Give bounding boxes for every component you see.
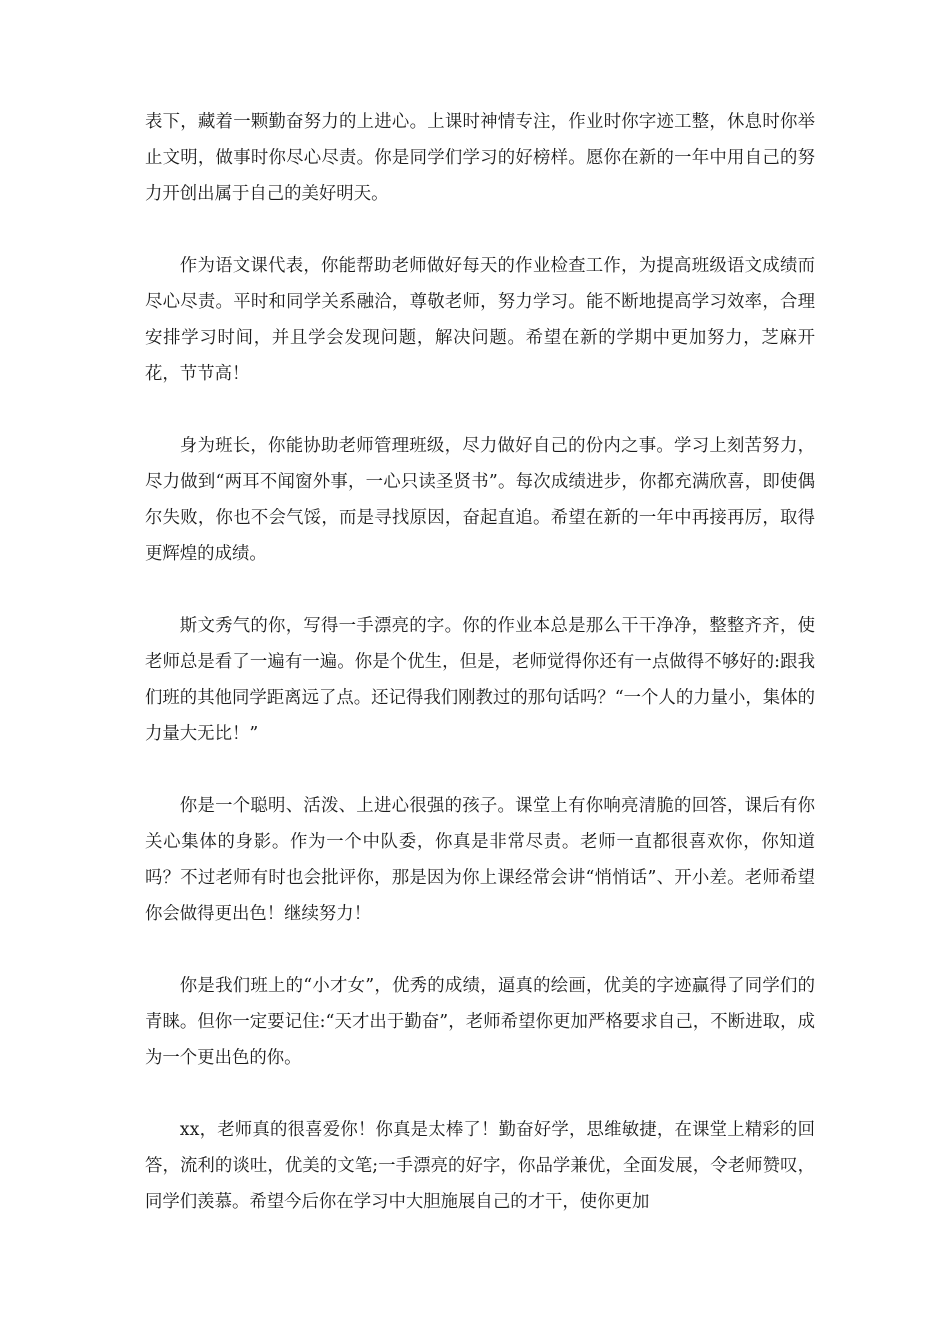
- paragraph-1: 表下，藏着一颗勤奋努力的上进心。上课时神情专注，作业时你字迹工整，休息时你举止文明，做事时你尽心尽责。你是同学们学习的好榜样。愿你在新的一年中用自己的努力开创出属于自己的美好明天。: [145, 112, 815, 204]
- document-page: [145, 104, 815, 1220]
- paragraph-5: 你是一个聪明、活泼、上进心很强的孩子。课堂上有你响亮清脆的回答，课后有你关心集体的身影。作为一个中队委，你真是非常尽责。老师一直都很喜欢你，你知道吗？不过老师有时也会批评你，那是因为你上课经常会讲“悄悄话”、开小差。老师希望你会做得更出色！继续努力！: [145, 796, 815, 924]
- paragraph-2: 作为语文课代表，你能帮助老师做好每天的作业检查工作，为提高班级语文成绩而尽心尽责。平时和同学关系融洽，尊敬老师，努力学习。能不断地提高学习效率，合理安排学习时间，并且学会发现问题，解决问题。希望在新的学期中更加努力，芝麻开花，节节高！: [145, 256, 815, 384]
- paragraph-7: xx，老师真的很喜爱你！你真是太棒了！勤奋好学，思维敏捷，在课堂上精彩的回答，流利的谈吐，优美的文笔;一手漂亮的好字，你品学兼优，全面发展，令老师赞叹，同学们羡慕。希望今后你在学习中大胆施展自己的才干，使你更加: [145, 1120, 815, 1212]
- paragraph-6: 你是我们班上的“小才女”，优秀的成绩，逼真的绘画，优美的字迹赢得了同学们的青睐。但你一定要记住:“天才出于勤奋”，老师希望你更加严格要求自己，不断进取，成为一个更出色的你。: [145, 976, 815, 1068]
- paragraph-3: 身为班长，你能协助老师管理班级，尽力做好自己的份内之事。学习上刻苦努力，尽力做到“两耳不闻窗外事，一心只读圣贤书”。每次成绩进步，你都充满欣喜，即使偶尔失败，你也不会气馁，而是寻找原因，奋起直追。希望在新的一年中再接再厉，取得更辉煌的成绩。: [145, 436, 815, 564]
- paragraph-4: 斯文秀气的你，写得一手漂亮的字。你的作业本总是那么干干净净，整整齐齐，使老师总是看了一遍有一遍。你是个优生，但是，老师觉得你还有一点做得不够好的:跟我们班的其他同学距离远了点。还记得我们刚教过的那句话吗？“一个人的力量小，集体的力量大无比！”: [145, 616, 815, 744]
